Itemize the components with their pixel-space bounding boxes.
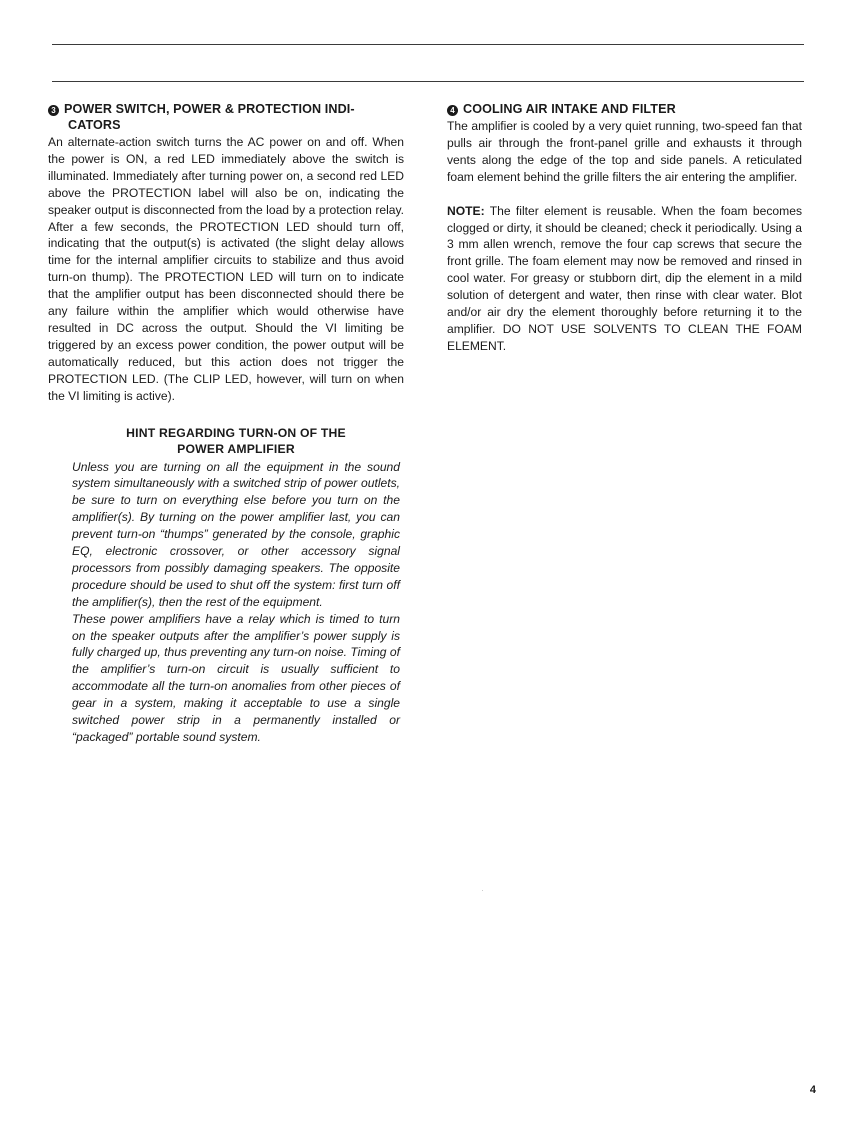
note-text: The filter element is reusable. When the foam becomes clogged or dirty, it should be cleaned; check it periodically. Using a 3 mm allen wrench, remove the four cap screws that secure the front grille. The foam element may now be removed and rinsed in cool water. For greasy or stubborn dirt, dip the element in a mild solution of detergent and water, then rinse with clear water. Blot and/or air dry the element thoroughly before returning it to the amplifier. DO NOT USE SOLVENTS TO CLEAN THE FOAM ELEMENT. [447,203,802,353]
hint-title [72,425,400,458]
hint-title-line1: HINT REGARDING TURN-ON OF THE [126,425,346,440]
section-4-note [447,203,802,355]
section-4-heading [447,101,802,117]
page-number: 4 [809,1084,816,1096]
section-4-number-badge: 4 [447,105,458,116]
section-3-heading-line2: CATORS [68,118,121,132]
section-4-heading-text: COOLING AIR INTAKE AND FILTER [463,102,676,116]
section-3-heading [48,101,404,133]
right-column [447,101,802,355]
section-3-number-badge: 3 [48,105,59,116]
hint-title-line2: POWER AMPLIFIER [177,442,295,456]
hint-box [48,425,400,746]
note-label: NOTE: [447,203,485,218]
section-3-heading-line1: POWER SWITCH, POWER & PROTECTION INDI- [64,102,355,116]
header-rule-top [52,44,804,45]
hint-paragraph-1: Unless you are turning on all the equipment in the sound system simultaneously with a switched strip of power outlets, be sure to turn on everything else before you turn on the amplifier(s). By turning on the power amplifier last, you can prevent turn-on “thumps” generated by the console, graphic EQ, electronic crossover, or other accessory signal processors from possibly damaging speakers. The opposite procedure should be used to shut off the system: first turn off the amplifier(s), then the rest of the equipment. [72,459,400,609]
section-3-body: An alternate-action switch turns the AC power on and off. When the power is ON, a red LED immediately above the switch is illuminated. Immediately after turning power on, a second red LED above the PROTECTION label will also be on, indicating the speaker output is disconnected from the load by a protection relay. After a few seconds, the PROTECTION LED should turn off, indicating that the output(s) is activated (the slight delay allows time for the internal amplifier circuits to stabilize and thus avoid turn-on thump). The PROTECTION LED will turn on to indicate that the amplifier output has been disconnected should there be any failure within the amplifier which would otherwise have resulted in DC across the output. Should the VI limiting be triggered by an excess power condition, the power output will be automatically reduced, but this action does not trigger the PROTECTION LED. (The CLIP LED, however, will turn on when the VI limiting is active). [48,135,404,403]
section-4-body: The amplifier is cooled by a very quiet running, two-speed fan that pulls air through the front-panel grille and exhausts it through vents along the edge of the top and side panels. A reticulated foam element behind the grille filters the air entering the amplifier. [447,119,802,184]
left-column [48,101,404,746]
scan-speck [482,890,483,891]
hint-paragraph-2: These power amplifiers have a relay which is timed to turn on the speaker outputs after the amplifier’s power supply is fully charged up, thus preventing any turn-on noise. Timing of the amplifier’s turn-on circuit is usually sufficient to accommodate all the turn-on anomalies from other pieces of gear in a system, making it acceptable to use a single switched power strip in a permanently installed or “packaged” portable sound system. [72,611,400,744]
header-rule-bottom [52,81,804,82]
